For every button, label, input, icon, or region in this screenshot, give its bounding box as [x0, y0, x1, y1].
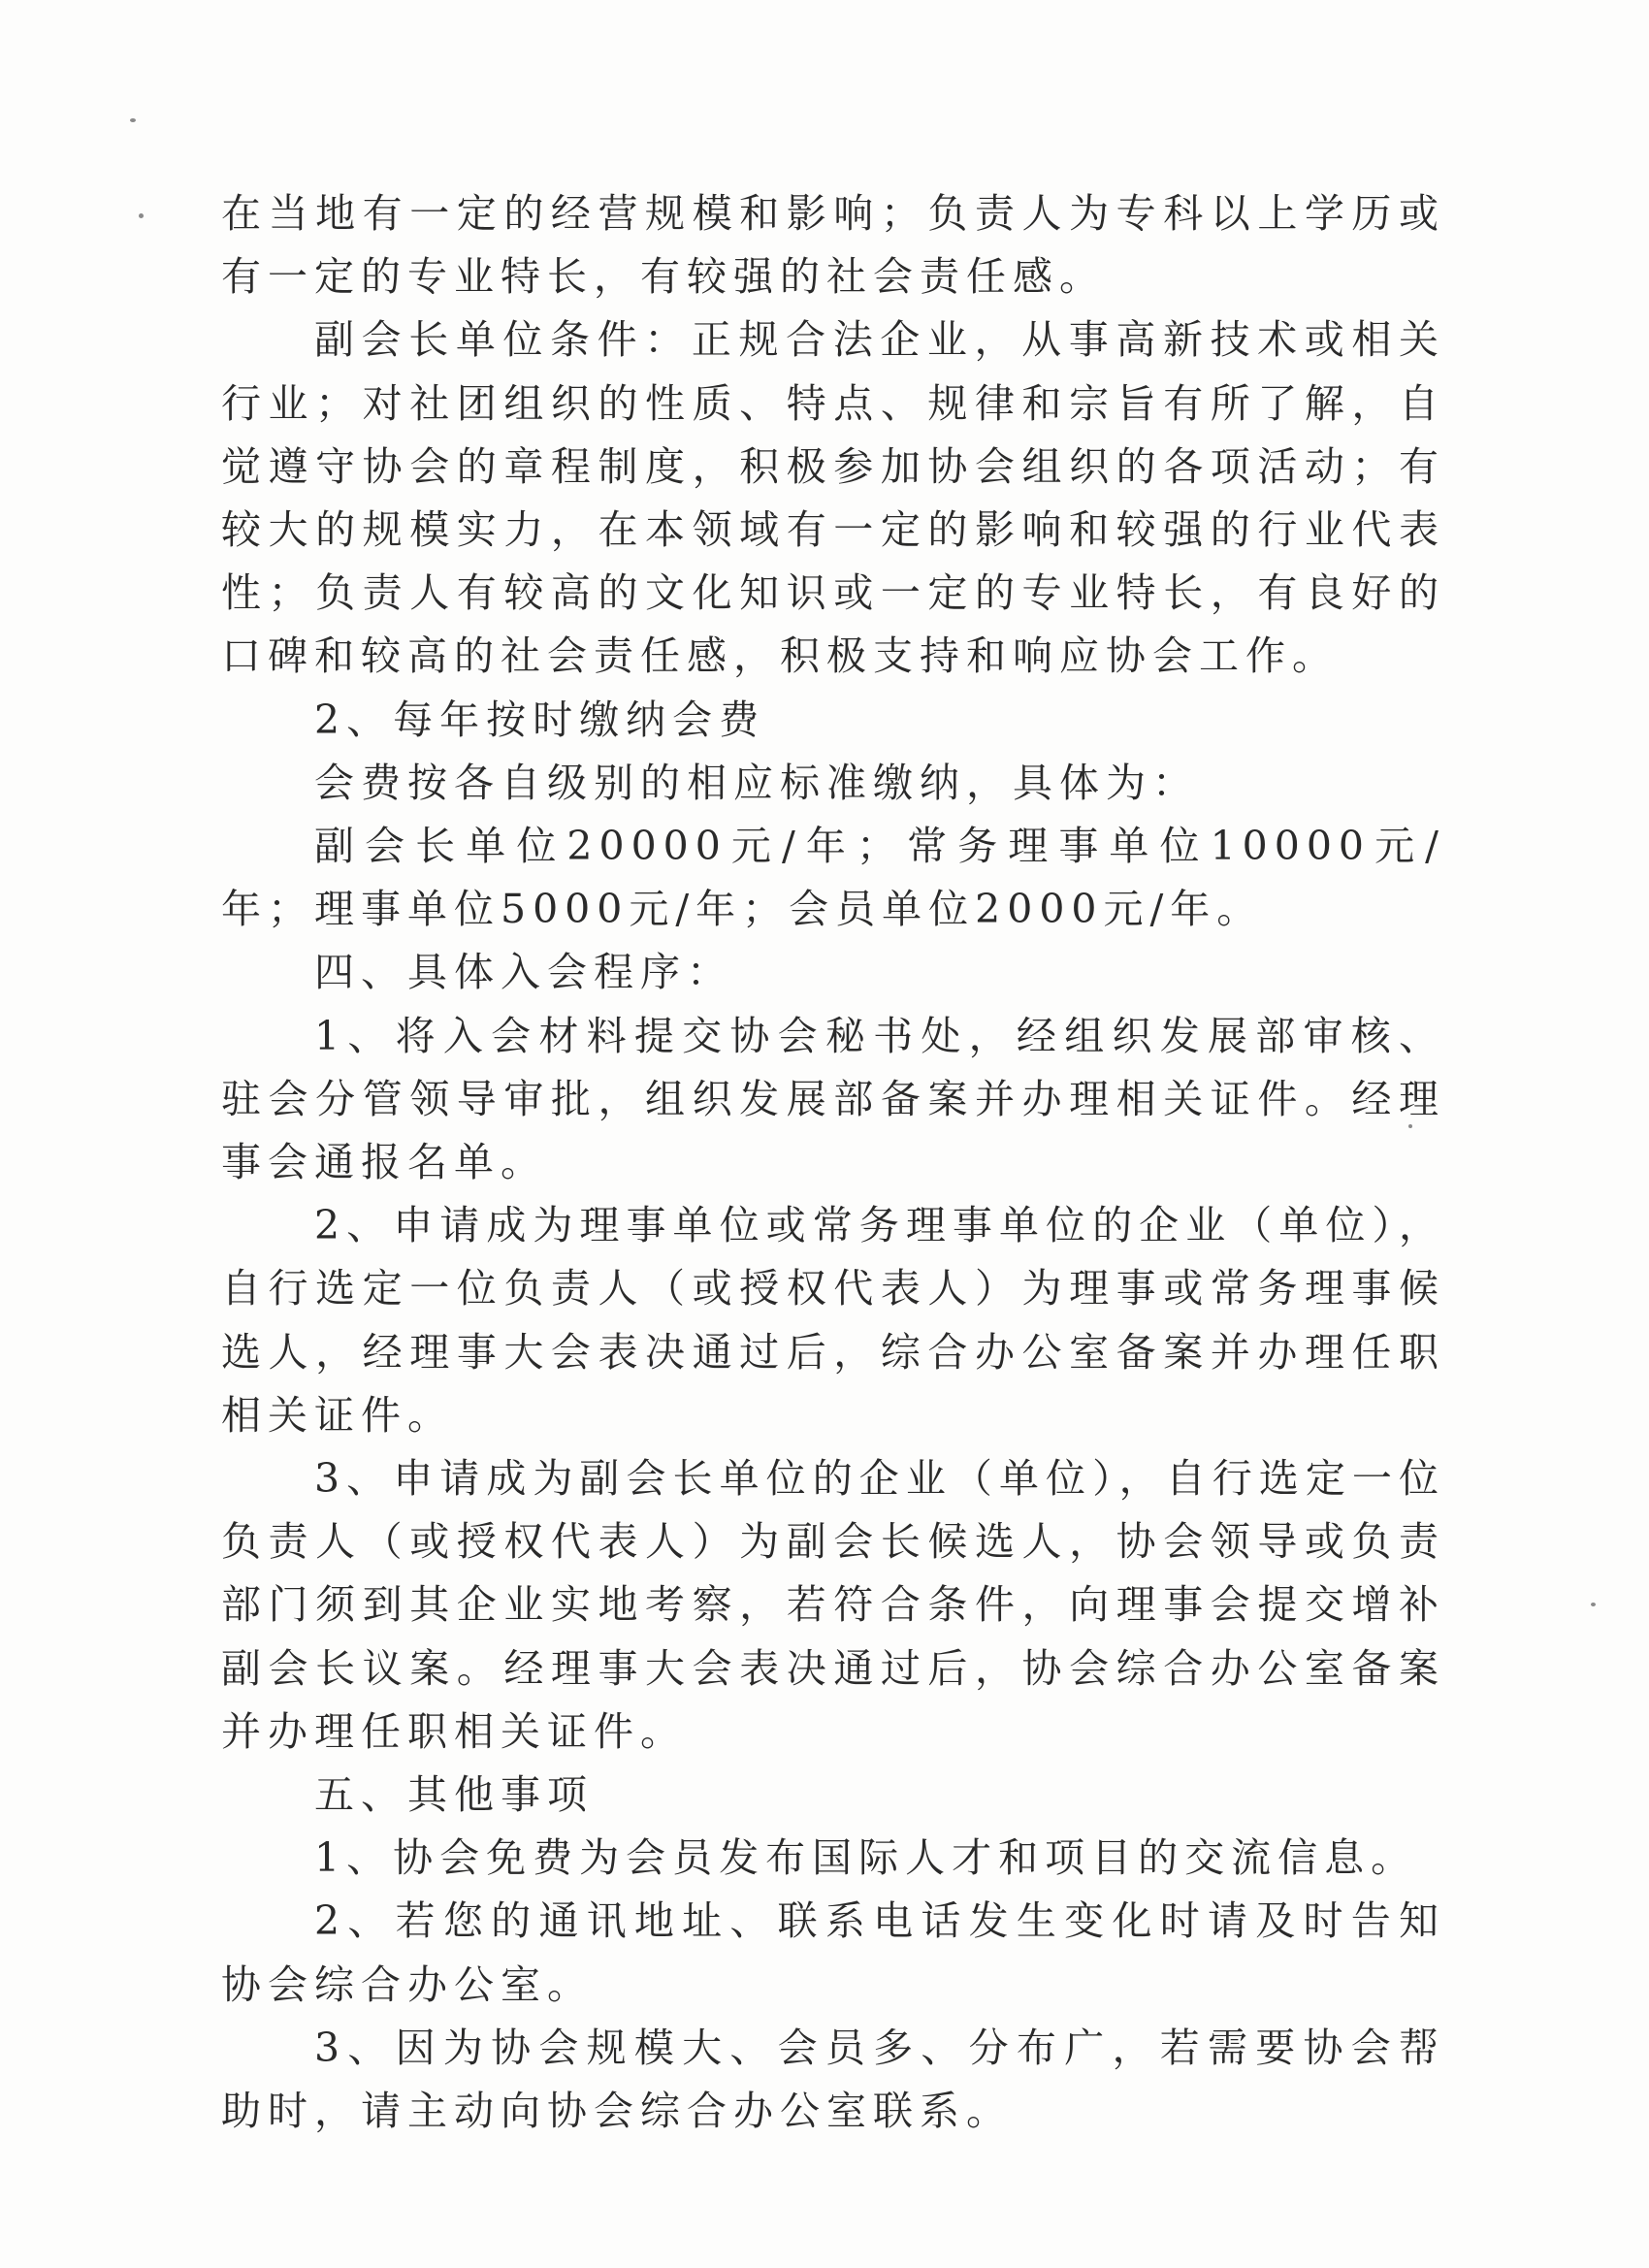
other-item-3: 3、因为协会规模大、会员多、分布广，若需要协会帮助时，请主动向协会综合办公室联系。: [221, 2024, 1445, 2135]
document-body: [221, 182, 1445, 2143]
section-heading-procedure: 四、具体入会程序：: [314, 949, 733, 996]
paragraph-continuation: 在当地有一定的经营规模和影响；负责人为专科以上学历或有一定的专业特长，有较强的社会责任感。: [221, 190, 1445, 301]
scan-speck: [130, 118, 136, 122]
section-heading-other: 五、其他事项: [314, 1771, 594, 1819]
paragraph-vice-president-conditions: 副会长单位条件：正规合法企业，从事高新技术或相关行业；对社团组织的性质、特点、规律和宗旨有所了解，自觉遵守协会的章程制度，积极参加协会组织的各项活动；有较大的规模实力，在本领域有一定的影响和较强的行业代表性；负责人有较高的文化知识或一定的专业特长，有良好的口碑和较高的社会责任感，积极支持和响应协会工作。: [221, 316, 1445, 680]
item-pay-fees-heading: 2、每年按时缴纳会费: [314, 696, 766, 743]
paragraph-fee-standards: 副会长单位20000元/年；常务理事单位10000元/年；理事单位5000元/年；会员单位2000元/年。: [221, 823, 1445, 933]
scan-speck: [139, 213, 144, 218]
other-item-2: 2、若您的通讯地址、联系电话发生变化时请及时告知协会综合办公室。: [221, 1897, 1445, 2008]
procedure-item-2: 2、申请成为理事单位或常务理事单位的企业（单位），自行选定一位负责人（或授权代表人）为理事或常务理事候选人，经理事大会表决通过后，综合办公室备案并办理任职相关证件。: [221, 1202, 1445, 1439]
procedure-item-1: 1、将入会材料提交协会秘书处，经组织发展部审核、驻会分管领导审批，组织发展部备案并办理相关证件。经理事会通报名单。: [221, 1012, 1445, 1186]
paragraph-fee-intro: 会费按各自级别的相应标准缴纳，具体为：: [314, 759, 1199, 806]
scan-speck: [1591, 1603, 1596, 1606]
other-item-1: 1、协会免费为会员发布国际人才和项目的交流信息。: [314, 1834, 1418, 1882]
procedure-item-3: 3、申请成为副会长单位的企业（单位），自行选定一位负责人（或授权代表人）为副会长候选人，协会领导或负责部门须到其企业实地考察，若符合条件，向理事会提交增补副会长议案。经理事大会表决通过后，协会综合办公室备案并办理任职相关证件。: [221, 1455, 1445, 1755]
